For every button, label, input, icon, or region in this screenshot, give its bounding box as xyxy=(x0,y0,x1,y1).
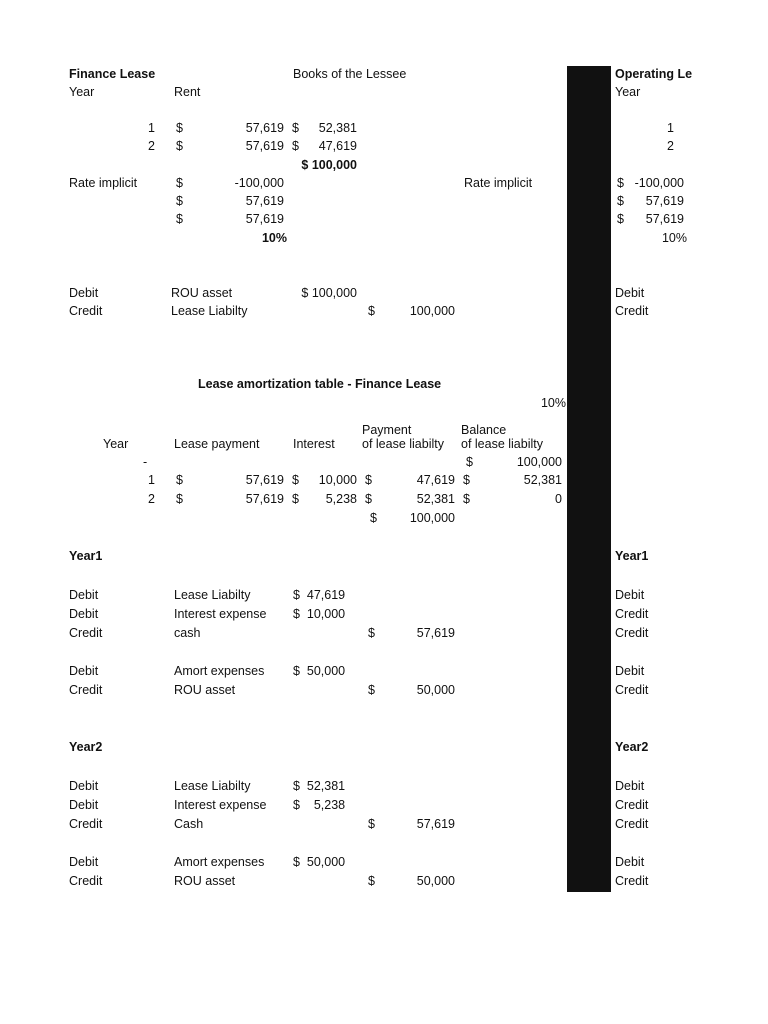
amort-row-year: 2 xyxy=(148,492,155,506)
amort-header-balance-1: Balance xyxy=(461,423,507,437)
amort-row-interest: 5,238 xyxy=(325,492,357,506)
journal-credit-dollar: $ xyxy=(368,817,375,831)
initial-debit-label: Debit xyxy=(69,286,99,300)
journal-debit-amount: $ 52,381 xyxy=(293,779,346,793)
initial-debit-amount: $ 100,000 xyxy=(301,286,357,300)
journal-side: Debit xyxy=(69,664,99,678)
col-year-header: Year xyxy=(69,85,95,99)
cashflow-value: 57,619 xyxy=(245,194,284,208)
amort-total-dollar: $ xyxy=(370,511,377,525)
amort-row-pay-dollar: $ xyxy=(365,473,372,487)
amort-row-bal-dollar: $ xyxy=(463,492,470,506)
rent-row-year: 1 xyxy=(148,121,155,135)
year2-label: Year2 xyxy=(69,740,103,754)
rent-row-value: 57,619 xyxy=(245,139,284,153)
journal-side: Debit xyxy=(69,855,99,869)
amort-header-payment-1: Payment xyxy=(362,423,412,437)
column-divider-bar xyxy=(567,66,611,892)
op-year: 2 xyxy=(667,139,674,153)
initial-debit-account: ROU asset xyxy=(171,286,233,300)
rent-row-value: 57,619 xyxy=(245,121,284,135)
journal-account: Interest expense xyxy=(174,607,267,621)
amort-opening-balance: 100,000 xyxy=(516,455,562,469)
pv-row-value: 52,381 xyxy=(318,121,357,135)
amort-header-balance-2: of lease liabilty xyxy=(461,437,543,451)
journal-side: Debit xyxy=(69,588,99,602)
amort-opening-dollar: $ xyxy=(466,455,473,469)
op-cashflow-value: 57,619 xyxy=(645,194,684,208)
op-journal-side: Debit xyxy=(615,664,645,678)
journal-account: ROU asset xyxy=(174,874,236,888)
amortization-rate: 10% xyxy=(540,396,566,410)
amort-header-year: Year xyxy=(103,437,129,451)
op-journal-side: Credit xyxy=(615,874,649,888)
op-journal-side: Credit xyxy=(615,607,649,621)
pv-row-dollar: $ xyxy=(292,121,299,135)
amort-row-payment: 57,619 xyxy=(245,492,284,506)
journal-account: cash xyxy=(174,626,201,640)
pv-row-dollar: $ xyxy=(292,139,299,153)
op-year: 1 xyxy=(667,121,674,135)
rent-row-dollar: $ xyxy=(176,121,183,135)
amort-row-pay-dollar: $ xyxy=(365,492,372,506)
cashflow-value: 57,619 xyxy=(245,212,284,226)
amortization-title: Lease amortization table - Finance Lease xyxy=(198,377,442,391)
journal-credit-amount: 50,000 xyxy=(416,683,455,697)
cashflow-value: -100,000 xyxy=(234,176,284,190)
amort-header-payment-2: of lease liabilty xyxy=(362,437,444,451)
op-rate-value: 10% xyxy=(661,231,687,245)
journal-debit-amount: $ 50,000 xyxy=(293,664,346,678)
journal-side: Credit xyxy=(69,817,103,831)
amort-row-payment: 57,619 xyxy=(245,473,284,487)
op-cashflow-dollar: $ xyxy=(617,176,624,190)
journal-account: Lease Liabilty xyxy=(174,588,251,602)
rent-row-dollar: $ xyxy=(176,139,183,153)
cashflow-dollar: $ xyxy=(176,176,183,190)
op-journal-side: Credit xyxy=(615,817,649,831)
journal-account: Cash xyxy=(174,817,204,831)
op-cashflow-value: 57,619 xyxy=(645,212,684,226)
op-journal-side: Credit xyxy=(615,683,649,697)
journal-side: Debit xyxy=(69,607,99,621)
initial-credit-label: Credit xyxy=(69,304,103,318)
amort-row-int-dollar: $ xyxy=(292,473,299,487)
journal-account: Interest expense xyxy=(174,798,267,812)
op-journal-side: Debit xyxy=(615,286,645,300)
rate-implicit-label: Rate implicit xyxy=(69,176,138,190)
rent-row-year: 2 xyxy=(148,139,155,153)
amort-row-bal-dollar: $ xyxy=(463,473,470,487)
op-journal-side: Debit xyxy=(615,779,645,793)
amort-row-int-dollar: $ xyxy=(292,492,299,506)
amort-header-interest: Interest xyxy=(293,437,335,451)
amort-row-balance: 0 xyxy=(555,492,562,506)
amort-row-year: 1 xyxy=(148,473,155,487)
amort-row-interest: 10,000 xyxy=(318,473,357,487)
op-col-year-header: Year xyxy=(615,85,641,99)
journal-account: Lease Liabilty xyxy=(174,779,251,793)
journal-credit-dollar: $ xyxy=(368,874,375,888)
journal-account: Amort expenses xyxy=(174,855,265,869)
op-cashflow-value: -100,000 xyxy=(634,176,684,190)
journal-debit-amount: $ 5,238 xyxy=(293,798,346,812)
journal-account: ROU asset xyxy=(174,683,236,697)
initial-credit-dollar: $ xyxy=(368,304,375,318)
op-year1-label: Year1 xyxy=(615,549,649,563)
op-journal-side: Credit xyxy=(615,304,649,318)
journal-debit-amount: $ 10,000 xyxy=(293,607,346,621)
year1-label: Year1 xyxy=(69,549,103,563)
operating-lease-title: Operating Le xyxy=(615,67,693,81)
amort-total-principal: 100,000 xyxy=(409,511,455,525)
initial-credit-account: Lease Liabilty xyxy=(171,304,248,318)
amort-header-lease-payment: Lease payment xyxy=(174,437,260,451)
pv-row-value: 47,619 xyxy=(318,139,357,153)
journal-credit-amount: 50,000 xyxy=(416,874,455,888)
finance-lease-title: Finance Lease xyxy=(69,67,156,81)
initial-credit-amount: 100,000 xyxy=(409,304,455,318)
cashflow-dollar: $ xyxy=(176,212,183,226)
rate-value: 10% xyxy=(261,231,287,245)
amort-opening-year: - xyxy=(143,455,148,469)
amort-row-dollar: $ xyxy=(176,492,183,506)
books-title: Books of the Lessee xyxy=(293,67,407,81)
journal-credit-dollar: $ xyxy=(368,683,375,697)
amort-row-principal: 52,381 xyxy=(416,492,455,506)
journal-side: Debit xyxy=(69,779,99,793)
op-cashflow-dollar: $ xyxy=(617,194,624,208)
journal-credit-amount: 57,619 xyxy=(416,626,455,640)
amort-row-balance: 52,381 xyxy=(523,473,562,487)
op-year2-label: Year2 xyxy=(615,740,649,754)
journal-credit-dollar: $ xyxy=(368,626,375,640)
op-cashflow-dollar: $ xyxy=(617,212,624,226)
journal-credit-amount: 57,619 xyxy=(416,817,455,831)
pv-total: $ 100,000 xyxy=(301,158,357,172)
col-rent-header: Rent xyxy=(174,85,201,99)
cashflow-dollar: $ xyxy=(176,194,183,208)
journal-side: Credit xyxy=(69,874,103,888)
op-journal-side: Credit xyxy=(615,626,649,640)
journal-side: Credit xyxy=(69,626,103,640)
journal-side: Credit xyxy=(69,683,103,697)
op-journal-side: Credit xyxy=(615,798,649,812)
amort-row-dollar: $ xyxy=(176,473,183,487)
journal-account: Amort expenses xyxy=(174,664,265,678)
journal-debit-amount: $ 50,000 xyxy=(293,855,346,869)
journal-debit-amount: $ 47,619 xyxy=(293,588,346,602)
rate-implicit-label-2: Rate implicit xyxy=(464,176,533,190)
op-journal-side: Debit xyxy=(615,588,645,602)
journal-side: Debit xyxy=(69,798,99,812)
amort-row-principal: 47,619 xyxy=(416,473,455,487)
op-journal-side: Debit xyxy=(615,855,645,869)
